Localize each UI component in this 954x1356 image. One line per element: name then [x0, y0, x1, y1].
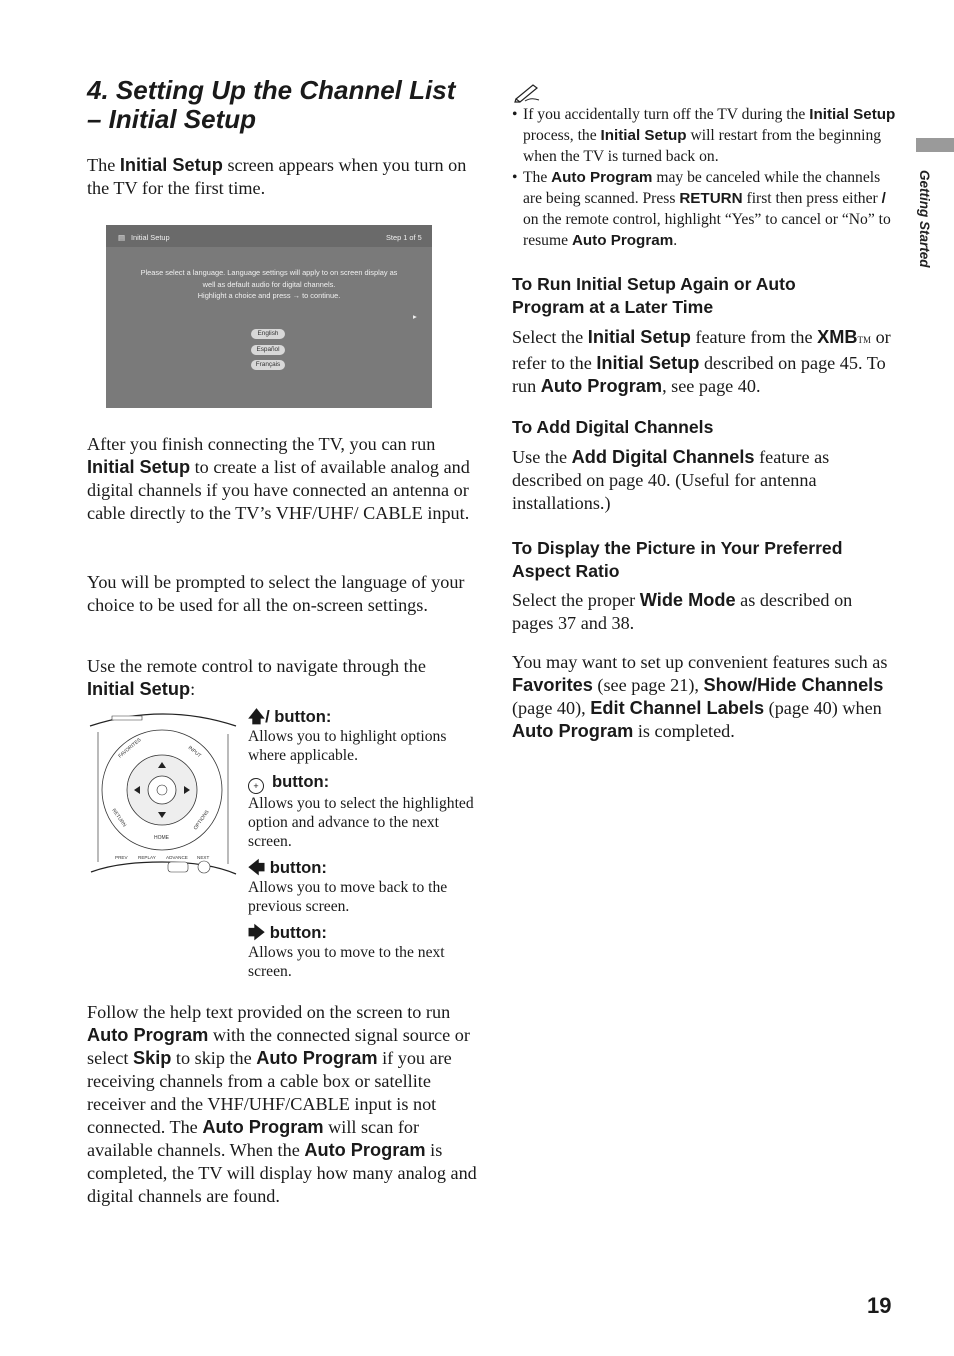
section-body-aspect-ratio: Select the proper Wide Mode as described on pages 37 and 38.: [512, 590, 853, 633]
remote-control-illustration: [88, 712, 238, 884]
note-item: • The Auto Program may be canceled while the channels are being scanned. Press RETURN first then press either / on the remote control, highlight “Yes” to cancel or “No” to resume Auto Program.: [512, 167, 902, 251]
section-body-add-digital: Use the Add Digital Channels feature as described on page 40. (Useful for antenna installations.): [512, 447, 830, 513]
remote-label-advance: ADVANCE: [166, 855, 188, 860]
remote-label-home: HOME: [154, 835, 169, 841]
note-item: • If you accidentally turn off the TV during the Initial Setup process, the Initial Setup will restart from the beginning when the TV is turned back on.: [512, 104, 902, 167]
enter-button-entry: + button: Allows you to select the highlighted option and advance to the next screen.: [248, 772, 474, 850]
section-heading-run-again: To Run Initial Setup Again or Auto Program at a Later Time: [512, 274, 796, 317]
side-section-label: Getting Started: [917, 170, 932, 268]
notes-list: [512, 104, 902, 251]
screen-step: Step 1 of 5: [386, 233, 422, 242]
title-line-1: 4. Setting Up the Channel List: [87, 75, 456, 105]
remote-label-input: INPUT: [186, 744, 203, 760]
side-tab-marker: [916, 138, 954, 152]
right-button-entry: 🡆 button: Allows you to move to the next screen.: [248, 923, 445, 980]
follow-help-paragraph: Follow the help text provided on the screen to run Auto Program with the connected signal source or select Skip to skip the Auto Program if you are receiving channels from a cable box or satellite receiver and the VHF/UHF/CABLE input is not connected. The Auto Program will scan for available channels. When the Auto Program is completed, the TV will display how many analog and digital channels are found.: [87, 1002, 477, 1206]
page-title: [87, 76, 487, 134]
remote-label-replay: REPLAY: [138, 855, 156, 860]
left-arrow-icon: 🡄: [248, 858, 266, 877]
button-descriptions: [248, 707, 478, 981]
note-pencil-icon: [513, 83, 541, 103]
remote-label-next: NEXT: [197, 855, 210, 860]
after-connecting-paragraph: After you finish connecting the TV, you can run Initial Setup to create a list of available analog and digital channels if you have connected an antenna or cable directly to the TV’s VHF/UHF/ CABLE input.: [87, 434, 470, 523]
screen-text-3: Highlight a choice and press → to continue.: [197, 291, 341, 300]
left-button-entry: 🡄 button: Allows you to move back to the previous screen.: [248, 858, 448, 915]
right-arrow-icon: 🡆: [248, 923, 266, 942]
left-right-arrows-icon: /: [881, 190, 886, 207]
remote-label-prev: PREV: [115, 855, 128, 860]
initial-setup-screen: [106, 225, 432, 408]
language-option-english[interactable]: English: [251, 329, 285, 339]
section-heading-add-digital: To Add Digital Channels: [512, 417, 714, 437]
language-option-espanol[interactable]: Español: [251, 345, 285, 355]
remote-label-favorites: FAVORITES: [117, 737, 143, 760]
screen-text-2: well as default audio for digital channels.: [202, 280, 336, 289]
title-line-2: – Initial Setup: [87, 104, 257, 134]
remote-paragraph: Use the remote control to navigate through the Initial Setup:: [87, 656, 426, 699]
prompt-paragraph: You will be prompted to select the language of your choice to be used for all the on-screen settings.: [87, 572, 465, 615]
up-arrow-icon: 🡅: [248, 707, 266, 726]
intro-paragraph: The Initial Setup screen appears when you turn on the TV for the first time.: [87, 155, 467, 198]
up-down-button-entry: 🡅/ button: Allows you to highlight options where applicable.: [248, 707, 447, 764]
screen-title: Initial Setup: [131, 233, 170, 242]
remote-label-return: RETURN: [110, 807, 128, 829]
tv-icon: ▤: [118, 233, 125, 242]
language-option-francais[interactable]: Français: [251, 360, 285, 370]
section-body-run-again: Select the Initial Setup feature from the XMBTM or refer to the Initial Setup described on page 45. To run Auto Program, see page 40.: [512, 327, 891, 396]
section-heading-aspect-ratio: To Display the Picture in Your Preferred Aspect Ratio: [512, 538, 843, 581]
right-arrow-icon: ▸: [413, 312, 417, 321]
page-number: 19: [867, 1293, 892, 1318]
remote-label-options: OPTIONS: [192, 809, 211, 832]
enter-circle-icon: +: [248, 778, 264, 794]
screen-text-1: Please select a language. Language settings will apply to on screen display as: [140, 268, 398, 277]
features-paragraph: You may want to set up convenient features such as Favorites (see page 21), Show/Hide Channels (page 40), Edit Channel Labels (page 40) when Auto Program is completed.: [512, 652, 888, 741]
